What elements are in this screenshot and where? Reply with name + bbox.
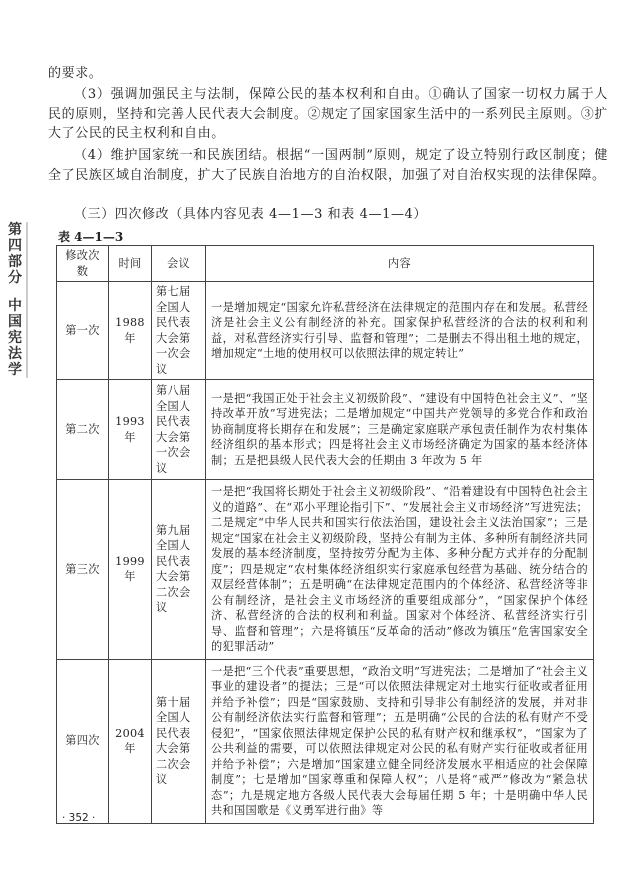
table-row [57,659,594,823]
header-meeting: 会议 [152,246,206,282]
side-tab-char: 部 [8,254,22,270]
cell-content: 一是把“我国正处于社会主义初级阶段”、“建设有中国特色社会主义”、“坚持改革开放”写进宪法；二是增加规定“中国共产党领导的多党合作和政治协商制度将长期存在和发展”；三是确定家庭联产承包责任制作为农村集体经济组织的基本形式；四是将社会主义市场经济确定为国家的基本经济体制；五是把县级人民代表大会的任期由 3 年改为 5 年 [206,380,594,480]
cell-content: 一是增加规定“国家允许私营经济在法律规定的范围内存在和发展。私营经济是社会主义公有制经济的补充。国家保护私营经济的合法的权利和利益，对私营经济实行引导、监督和管理”；二是删去不得出租土地的规定，增加规定“土地的使用权可以依照法律的规定转让” [206,282,594,380]
side-tab-char: 国 [8,314,22,330]
side-tab-char: 第 [8,222,22,238]
side-tab-chapter-label [4,222,28,378]
side-tab-gap [4,286,26,298]
table-caption: 表 4—1—3 [58,230,124,244]
paragraph-continuation: 的要求。 [48,66,103,81]
amendments-table [56,245,594,824]
header-year: 时间 [109,246,152,282]
cell-meeting: 第七届全国人民代表大会第一次会议 [152,282,206,380]
section-heading-four-amendments: （三）四次修改（具体内容见表 4—1—3 和表 4—1—4） [74,207,428,222]
side-tab-char: 学 [8,362,22,378]
side-tab-char: 中 [8,298,22,314]
table-header-row [57,246,594,282]
table-row [57,282,594,380]
cell-meeting: 第十届全国人民代表大会第二次会议 [152,659,206,823]
side-tab-char: 宪 [8,330,22,346]
side-tab-char: 四 [8,238,22,254]
cell-year: 2004 年 [109,659,152,823]
cell-meeting: 第八届全国人民代表大会第一次会议 [152,380,206,480]
cell-order: 第四次 [57,659,109,823]
header-content: 内容 [206,246,594,282]
paragraph-unity: （4）维护国家统一和民族团结。根据“一国两制”原则，规定了设立特别行政区制度；健全了民族区域自治制度，扩大了民族自治地方的自治权限，加强了对自治权实现的法律保障。 [48,148,608,183]
cell-year: 1993 年 [109,380,152,480]
side-tab-char: 分 [8,270,22,286]
cell-order: 第三次 [57,480,109,660]
table-row [57,380,594,480]
cell-content: 一是把“三个代表”重要思想，“政治文明”写进宪法；二是增加了“社会主义事业的建设者”的提法；三是“可以依照法律规定对土地实行征收或者征用并给予补偿”；四是“国家鼓励、支持和引导非公有制经济的发展，并对非公有制经济依法实行监督和管理”；五是明确“公民的合法的私有财产不受侵犯”，“国家依照法律规定保护公民的私有财产权和继承权”，“国家为了公共利益的需要，可以依照法律规定对公民的私有财产实行征收或者征用并给予补偿”；六是增加“国家建立健全同经济发展水平相适应的社会保障制度”；七是增加“国家尊重和保障人权”；八是将“戒严”修改为“紧急状态”；九是规定地方各级人民代表大会每届任期 5 年；十是明确中华人民共和国国歌是《义勇军进行曲》等 [206,659,594,823]
header-order: 修改次数 [57,246,109,282]
cell-order: 第一次 [57,282,109,380]
cell-order: 第二次 [57,380,109,480]
cell-year: 1988 年 [109,282,152,380]
cell-year: 1999 年 [109,480,152,660]
cell-content: 一是把“我国将长期处于社会主义初级阶段”、“沿着建设有中国特色社会主义的道路”、在“邓小平理论指引下”、“发展社会主义市场经济”写进宪法；二是规定“中华人民共和国实行依法治国，建设社会主义法治国家”；三是规定“国家在社会主义初级阶段，坚持公有制为主体、多种所有制经济共同发展的基本经济制度，坚持按劳分配为主体、多种分配方式并存的分配制度”；四是规定“农村集体经济组织实行家庭承包经营为基础、统分结合的双层经营体制”；五是明确“在法律规定范围内的个体经济、私营经济等非公有制经济，是社会主义市场经济的重要组成部分”，“国家保护个体经济、私营经济的合法的权利和利益。国家对个体经济、私营经济实行引导、监督和管理”；六是将镇压“反革命的活动”修改为镇压“危害国家安全的犯罪活动” [206,480,594,660]
side-tab-char: 法 [8,346,22,362]
paragraph-democracy-legality: （3）强调加强民主与法制，保障公民的基本权利和自由。①确认了国家一切权力属于人民的原则，坚持和完善人民代表大会制度。②规定了国家国家生活中的一系列民主原则。③扩大了公民的民主权利和自由。 [48,87,608,141]
page-number: · 352 · [62,812,96,824]
cell-meeting: 第九届全国人民代表大会第二次会议 [152,480,206,660]
table-row [57,480,594,660]
